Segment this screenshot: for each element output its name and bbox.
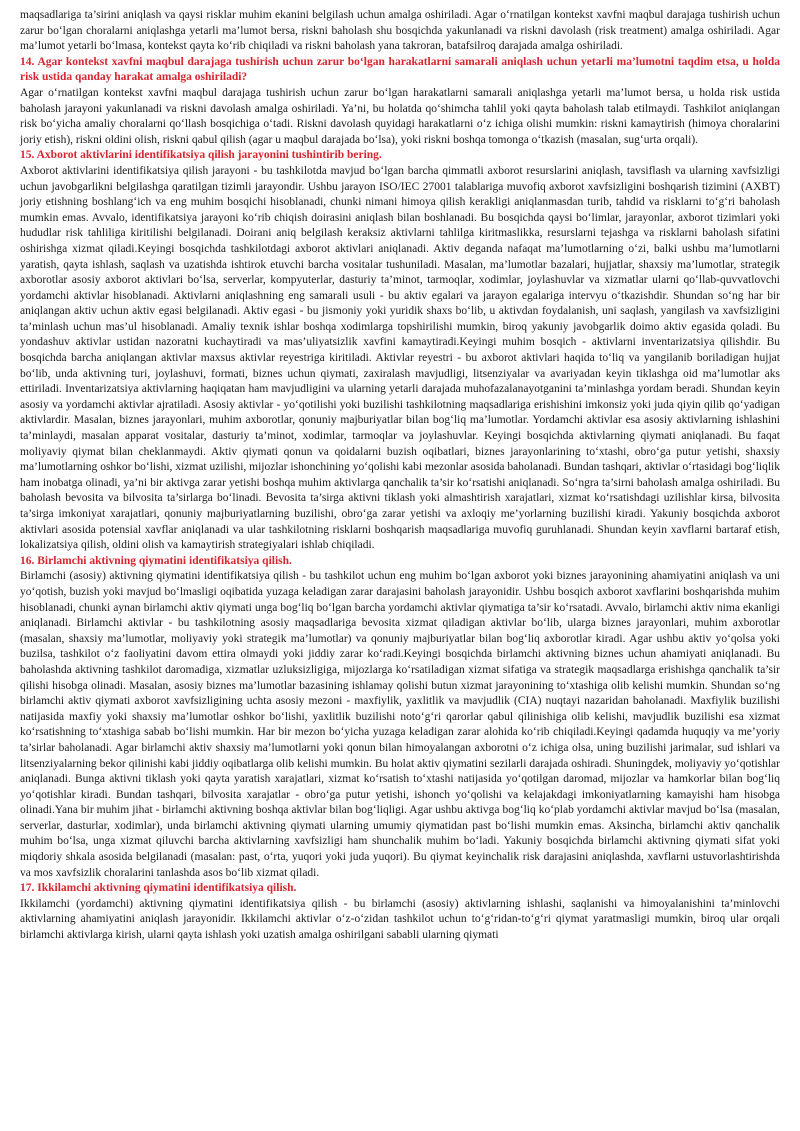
answer-14-paragraph: Agar o‘rnatilgan kontekst xavfni maqbul darajaga tushirish uchun zarur bo‘lgan harakatlarni samarali aniqlashga yetarli ma’lumot bersa, u holda risk ustida baholash jarayoni yakunlanadi va riskni davolash amalga oshiriladi. Ya’ni, bu holatda qo‘shimcha tahlil yoki qayta baholash talab etilmaydi. Tashkilot aniqlangan risk bo‘yicha amaliy choralarni qo‘llash bosqichiga o‘tadi. Riskni davolash quyidagi harakatlarni o‘z ichiga olishi mumkin: riskni kamaytirish (himoya choralarini joriy etish), riskni oldini olish, riskni qabul qilish (agar u maqbul darajada bo‘lsa), yoki riskni boshqa tomonga o‘tkazish (masalan, sug‘urta orqali).	[20, 86, 780, 146]
question-17-heading: 17. Ikkilamchi aktivning qiymatini identifikatsiya qilish.	[20, 882, 297, 895]
answer-17-paragraph: Ikkilamchi (yordamchi) aktivning qiymatini identifikatsiya qilish - bu birlamchi (asosiy) aktivlarning ishlashi, saqlanishi va himoyalanishini ta’minlovchi aktivlarning ahamiyatini aniqlash jarayonidir. Ikkilamchi aktivlar o‘z-o‘zidan tashkilot uchun to‘g‘ridan-to‘g‘ri qiymat yaratmasligi mumkin, biroq ular orqali birlamchi aktivlarga kirish, ularni qayta ishlash yoki uzatish amalga oshirilgani sababli ularning qiymati	[20, 897, 780, 942]
question-15-heading: 15. Axborot aktivlarini identifikatsiya qilish jarayonini tushintirib bering.	[20, 149, 382, 162]
question-14-heading: 14. Agar kontekst xavfni maqbul darajaga tushirish uchun zarur bo‘lgan harakatlarni samarali aniqlash uchun yetarli ma’lumotni taqdim etsa, u holda risk ustida qanday harakat amalga oshiriladi?	[20, 55, 780, 84]
question-16-heading: 16. Birlamchi aktivning qiymatini identifikatsiya qilish.	[20, 554, 292, 567]
answer-16-paragraph: Birlamchi (asosiy) aktivning qiymatini identifikatsiya qilish - bu tashkilot uchun eng muhim bo‘lgan axborot yoki biznes jarayonining ahamiyatini aniqlash va uni yo‘qotish, buzish yoki mavjud bo‘lmasligi oqibatida yuzaga keladigan zarar darajasini baholash jarayonidir. Ushbu bosqich axborot xavflarini boshqarishda muhim hisoblanadi, chunki aynan birlamchi aktiv qiymati unga bog‘liq bo‘lgan barcha yordamchi aktivlar qiymatiga ta’sir ko‘rsatadi. Avvalo, birlamchi aktiv nima ekanligi aniqlanadi. Birlamchi aktivlar - bu tashkilotning asosiy maqsadlariga bevosita xizmat qiladigan aktivlar bo‘lib, ularga biznes jarayonlari, muhim axborotlar (masalan, shaxsiy ma’lumotlar, moliyaviy yoki strategik ma’lumotlar) va qonuniy majburiyatlar bilan bog‘liq axborotlar kiradi. Agar ushbu aktiv yo‘qolsa yoki buzilsa, tashkilot o‘z faoliyatini davom ettira olmaydi yoki jiddiy zarar ko‘radi.Keyingi bosqichda birlamchi aktivning biznes uchun ahamiyati aniqlanadi. Bu baholashda aktivning tashkilot daromadiga, xizmatlar uzluksizligiga, mijozlarga ko‘rsatiladigan xizmat sifatiga va strategik maqsadlarga erishishga qanchalik ta’sir qilishi hisobga olinadi. Masalan, asosiy biznes ma’lumotlar bazasining ishlamay qolishi butun xizmat jarayonining to‘xtashiga olib kelishi mumkin. Shundan so‘ng birlamchi aktiv qiymati axborot xavfsizligining uchta asosiy mezoni - maxfiylik, yaxlitlik va mavjudlik (CIA) nuqtayi nazaridan baholanadi. Maxfiylik buzilishi natijasida maxfiy yoki shaxsiy ma’lumotlar oshkor bo‘lishi, yaxlitlik buzilishi noto‘g‘ri qarorlar qabul qilinishiga olib kelishi, mavjudlik buzilishi esa xizmat ko‘rsatishning to‘xtashiga sabab bo‘lishi mumkin. Har bir mezon bo‘yicha yuzaga keladigan zarar alohida ko‘rib chiqiladi.Keyingi qadamda huquqiy va me’yoriy ta’sirlar baholanadi. Agar birlamchi aktiv shaxsiy ma’lumotlarni yoki qonun bilan himoyalangan axborotni o‘z ichiga olsa, uning buzilishi jarimalar, sud ishlari va litsenziyalarning bekor qilinishi kabi jiddiy oqibatlarga olib kelishi mumkin. Bu holat aktiv qiymatini sezilarli darajada oshiradi. Shuningdek, moliyaviy yo‘qotishlar aniqlanadi. Bunga aktivni tiklash yoki qayta yaratish xarajatlari, xizmat ko‘rsatish to‘xtashi natijasida yo‘qotilgan daromad, mijozlar va hamkorlar bilan bog‘liq yo‘qotishlar kiradi. Bundan tashqari, bilvosita xarajatlar - obro‘ga putur yetishi, ishonch yo‘qolishi va kelajakdagi imkoniyatlarning kamayishi ham hisobga olinadi.Yana bir muhim jihat - birlamchi aktivning boshqa aktivlar bilan bog‘liqligi. Agar ushbu aktivga bog‘liq ko‘plab yordamchi aktivlar mavjud bo‘lsa (masalan, serverlar, dasturlar, xodimlar), unda birlamchi aktivning qiymati ularning umumiy qiymatidan past bo‘lishi mumkin emas. Aksincha, birlamchi aktiv qanchalik muhim bo‘lsa, unga xizmat qiluvchi barcha aktivlarning xavfsizligi ham shunchalik muhim bo‘ladi. Yakuniy bosqichda birlamchi aktivning qiymati sifat yoki miqdoriy shkala asosida belgilanadi (masalan: past, o‘rta, yuqori yoki juda yuqori). Bu qiymat keyinchalik risk darajasini aniqlashda, xavflarni ustuvorlashtirishda va mos xavfsizlik choralarini tanlashda asos bo‘lib xizmat qiladi.	[20, 570, 780, 879]
paragraph-intro-continuation: maqsadlariga ta’sirini aniqlash va qaysi risklar muhim ekanini belgilash uchun amalga oshiriladi. Agar o‘rnatilgan kontekst xavfni maqbul darajaga tushirish uchun zarur bo‘lgan choralarni aniqlashga yetarli ma’lumot bersa, riskni baholash shu bosqichda yakunlanadi va riskni davolash (risk treatment) amalga oshiriladi. Agar ma’lumot yetarli bo‘lmasa, kontekst qayta ko‘rib chiqiladi va riskni baholash yana takroran, batafsilroq darajada amalga oshiriladi.	[20, 9, 780, 53]
answer-15-paragraph: Axborot aktivlarini identifikatsiya qilish jarayoni - bu tashkilotda mavjud bo‘lgan barcha qimmatli axborot resurslarini aniqlash, tavsiflash va ularning xavfsizligi uchun javobgarlikni belgilashga qaratilgan tizimli jarayondir. Ushbu jarayon ISO/IEC 27001 talablariga muvofiq axborot xavfsizligini boshqarish tizimini (AXBT) joriy etishning boshlang‘ich va eng muhim bosqichi hisoblanadi, chunki nimani himoya qilish kerakligi aniqlanmasdan turib, tahdid va risklarni to‘g‘ri baholash mumkin emas. Avvalo, identifikatsiya jarayoni ko‘rib chiqish doirasini aniqlash bilan boshlanadi. Bu bosqichda qaysi bo‘limlar, jarayonlar, axborot tizimlari yoki hududlar risk tahliliga kiritilishi belgilanadi. Doirani aniq belgilash keraksiz aktivlarni tahlilga kiritmaslikka, resurslarni tejashga va risklarni baholash sifatini oshirishga xizmat qiladi.Keyingi bosqichda tashkilotdagi axborot aktivlari aniqlanadi. Aktiv deganda nafaqat ma’lumotlarning o‘zi, balki ushbu ma’lumotlarni yaratish, qayta ishlash, saqlash va uzatishda ishtirok etuvchi barcha vositalar tushuniladi. Masalan, ma’lumotlar bazalari, hujjatlar, shaxsiy ma’lumotlar, strategik axborotlar asosiy axborot aktivlari bo‘lsa, serverlar, kompyuterlar, dasturiy ta’minot, tarmoqlar, xodimlar, joylashuvlar va xizmatlar ularni qo‘llab-quvvatlovchi yordamchi aktivlar hisoblanadi. Aktivlarni aniqlashning eng samarali usuli - bu aktiv egalari va jarayon egalariga intervyu o‘tkazishdir. Shundan so‘ng har bir aniqlangan aktiv uchun aktiv egasi belgilanadi. Aktiv egasi - bu jismoniy yoki yuridik shaxs bo‘lib, u aktivdan foydalanish, uni saqlash, yangilash va xavfsizligini ta’minlash uchun mas’ul hisoblanadi. Amaliy texnik ishlar boshqa xodimlarga topshirilishi mumkin, biroq yakuniy javobgarlik doimo aktiv egasida qoladi. Bu yondashuv aktivlar ustidan nazoratni kuchaytiradi va mas’uliyatsizlik xavfini kamaytiradi.Keyingi muhim bosqich - aktivlarni inventarizatsiya qilishdir. Bu bosqichda barcha aniqlangan aktivlar maxsus aktivlar reyestriga kiritiladi. Aktivlar reyestri - bu axborot aktivlari haqida to‘liq va yangilanib boriladigan hujjat bo‘lib, unda aktivning turi, joylashuvi, formati, biznes uchun qiymati, zaxiralash mavjudligi, litsenziyalar va avariyadan keyin tiklashga oid ma’lumotlar aks ettiriladi. Inventarizatsiya aktivlarning haqiqatan ham mavjudligini va ularning yetarli darajada muhofazalanayotganini ta’minlashga yordam beradi. Shundan keyin asosiy va yordamchi aktivlar ajratiladi. Asosiy aktivlar - yo‘qotilishi yoki buzilishi tashkilotning maqsadlariga erishishini imkonsiz yoki juda qiyin qilib qo‘yadigan aktivlardir. Masalan, biznes jarayonlari, muhim axborotlar, qonuniy majburiyatlar bilan bog‘liq ma’lumotlar. Yordamchi aktivlar esa asosiy aktivlarning ishlashini ta’minlaydi, masalan apparat vositalar, dasturiy ta’minot, xodimlar, tarmoqlar va joylashuvlar. Keyingi bosqichda aktivlarning qiymati aniqlanadi. Bu faqat moliyaviy qiymat bilan cheklanmaydi. Aktiv qiymati qonun va qoidalarni buzish oqibatlari, biznes jarayonlarining to‘xtashi, obro‘ga putur yetishi, shaxsiy ma’lumotlarning oshkor bo‘lishi, xizmat uzilishi, mijozlar ishonchining yo‘qolishi kabi mezonlar asosida baholanadi. Bundan tashqari, aktivlar o‘rtasidagi bog‘liqlik ham inobatga olinadi, ya’ni bir aktivga zarar yetishi boshqa muhim aktivlarga qanchalik ta’sir ko‘rsatishi aniqlanadi. So‘ngra ta’sirni baholash amalga oshiriladi. Bu baholash bevosita va bilvosita ta’sirlarga bo‘linadi. Bevosita ta’sirga aktivni tiklash yoki almashtirish xarajatlari, xizmat ko‘rsatishdagi uzilishlar kirsa, bilvosita ta’sirga imkoniyat xarajatlari, qonuniy majburiyatlarning buzilishi, obro‘ga zarar yetishi va axloqiy me’yorlarning buzilishi kiradi. Yakuniy bosqichda axborot aktivlari asosida potensial xavflar aniqlanadi va ular tashkilotning risklarni boshqarish maqsadlariga muvofiq guruhlanadi. Shundan keyin xavflarni bartaraf etish, lokalizatsiya qilish, oldini olish va kamaytirish strategiyalari ishlab chiqiladi.	[20, 164, 780, 552]
